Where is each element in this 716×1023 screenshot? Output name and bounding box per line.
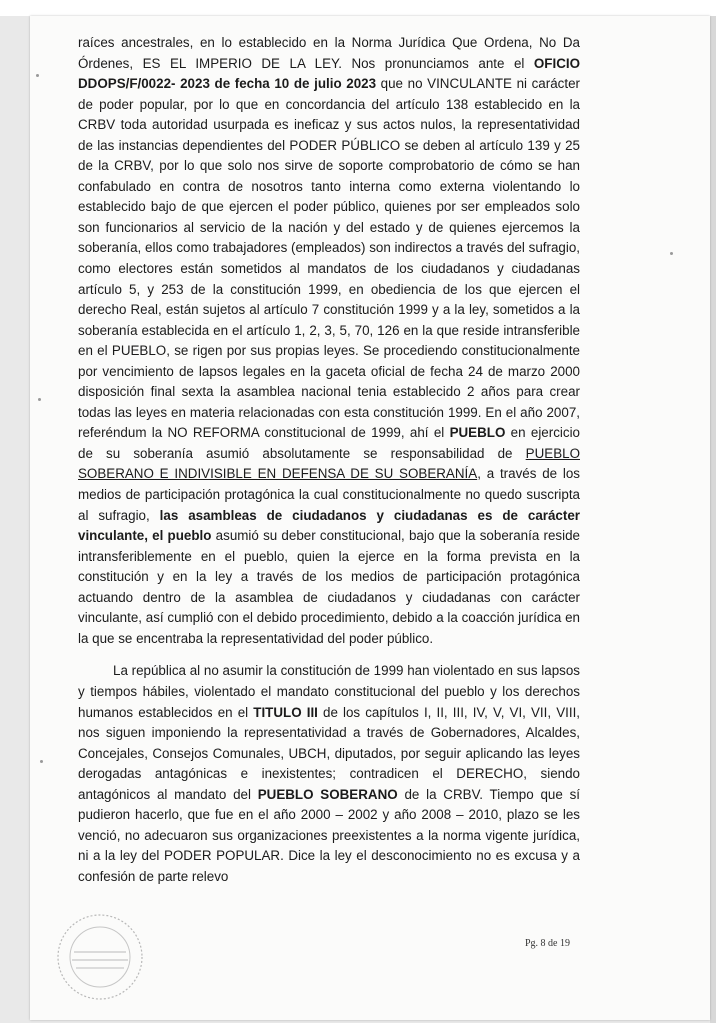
top-strip bbox=[0, 0, 716, 16]
scan-speck bbox=[38, 398, 41, 401]
bold-reference: OFICIO DDOPS/F/0022- 2023 de fecha 10 de julio 2023 bbox=[78, 55, 580, 92]
paragraph-text: en ejercicio de su soberanía asumió absolutamente se responsabilidad de bbox=[78, 425, 581, 461]
paragraph-2 bbox=[78, 661, 580, 887]
bold-reference: PUEBLO SOBERANO bbox=[257, 786, 398, 802]
scan-speck bbox=[36, 74, 39, 77]
paragraph-text: de los capítulos I, II, III, IV, V, VI, VII, VIII, nos siguen imponiendo la representatividad a través de Gobernadores, Alcaldes, Concejales, Consejos Comunales, UBCH, diputados, por seguir aplicando las leyes derogadas antagónicas e inexistentes; contradicen el DERECHO, siendo antagónicos al mandato del bbox=[78, 704, 581, 802]
paragraph-text: raíces ancestrales, en lo establecido en la Norma Jurídica Que Ordena, No Da Órdenes, ES EL IMPERIO DE LA LEY. Nos pronunciamos ante el bbox=[78, 35, 580, 71]
page-edge bbox=[710, 16, 716, 1023]
document-body bbox=[78, 33, 580, 887]
seal-stamp bbox=[40, 902, 160, 1002]
page-number: Pg. 8 de 19 bbox=[525, 938, 570, 949]
paragraph-1 bbox=[78, 33, 580, 649]
bold-reference: las asambleas de ciudadanos y ciudadanas es de carácter vinculante, el pueblo bbox=[78, 507, 580, 544]
paragraph-text: , a través de los medios de participación protagónica la cual constitucionalmente no quedo suscripta al sufragio, bbox=[78, 466, 581, 523]
paragraph-text: asumió su deber constitucional, bajo que la soberanía reside intransferiblemente en el pueblo, quien la ejerce en la forma prevista en la constitución y en la ley a través de los medios de participación protagónica actuando dentro de la asamblea de ciudadanos y ciudadanas con carácter vinculante, así cumplió con el debido procedimiento, debido a la coacción jurídica en la que se encentraba la representatividad del poder público. bbox=[78, 528, 580, 646]
underlined-phrase: PUEBLO SOBERANO E INDIVISIBLE EN DEFENSA DE SU SOBERANÍA bbox=[78, 445, 580, 482]
paragraph-text: que no VINCULANTE ni carácter de poder popular, por lo que en concordancia del artículo 138 establecido en la CRBV toda autoridad usurpada es ineficaz y sus actos nulos, la representatividad de las instancias dependientes del PODER PÚBLICO se deben al artículo 139 y 25 de la CRBV, por lo que solo nos sirve de soporte comprobatorio de cómo se han confabulado en contra de nosotros tanto interna como externa violentando lo establecido bajo de que ejercen el poder público, quienes por ser empleados solo son funcionarios al servicio de la nación y del estado y de quienes ejercemos la soberanía, ellos como trabajadores (empleados) son indirectos a través del sufragio, como electores están sometidos al mandatos de los ciudadanos y ciudadanas artículo 5, y 253 de la constitución 1999, en obediencia de los que ejercen el derecho Real, están sujetos al artículo 7 constitución 1999 y a la ley, sometidos a la soberanía establecida en el artículo 1, 2, 3, 5, 70, 126 en la que reside intransferible en el PUEBLO, se rigen por sus propias leyes. Se procediendo constitucionalmente por vencimiento de lapsos legales en la gaceta oficial de fecha 24 de marzo 2000 disposición final sexta la asamblea nacional tenia establecido 2 años para crear todas las leyes en materia relacionadas con esta constitución 1999. En el año 2007, referéndum la NO REFORMA constitucional de 1999, ahí el bbox=[78, 76, 580, 441]
scan-speck bbox=[40, 760, 43, 763]
paragraph-text: La república al no asumir la constitución de 1999 han violentado en sus lapsos y tiempos hábiles, violentado el mandato constitucional del pueblo y los derechos humanos establecidos en el bbox=[78, 663, 580, 720]
bold-reference: TITULO III bbox=[253, 704, 318, 720]
paragraph-text: de la CRBV. Tiempo que sí pudieron hacerlo, que fue en el año 2000 – 2002 y año 2008 – 2010, plazo se les venció, no adecuaron sus organizaciones preexistentes a la norma vigente jurídica, ni a la ley del PODER POPULAR. Dice la ley el desconocimiento no es excusa y a confesión de parte relevo bbox=[78, 786, 580, 884]
bold-reference: PUEBLO bbox=[449, 425, 506, 441]
scan-speck bbox=[670, 252, 673, 255]
